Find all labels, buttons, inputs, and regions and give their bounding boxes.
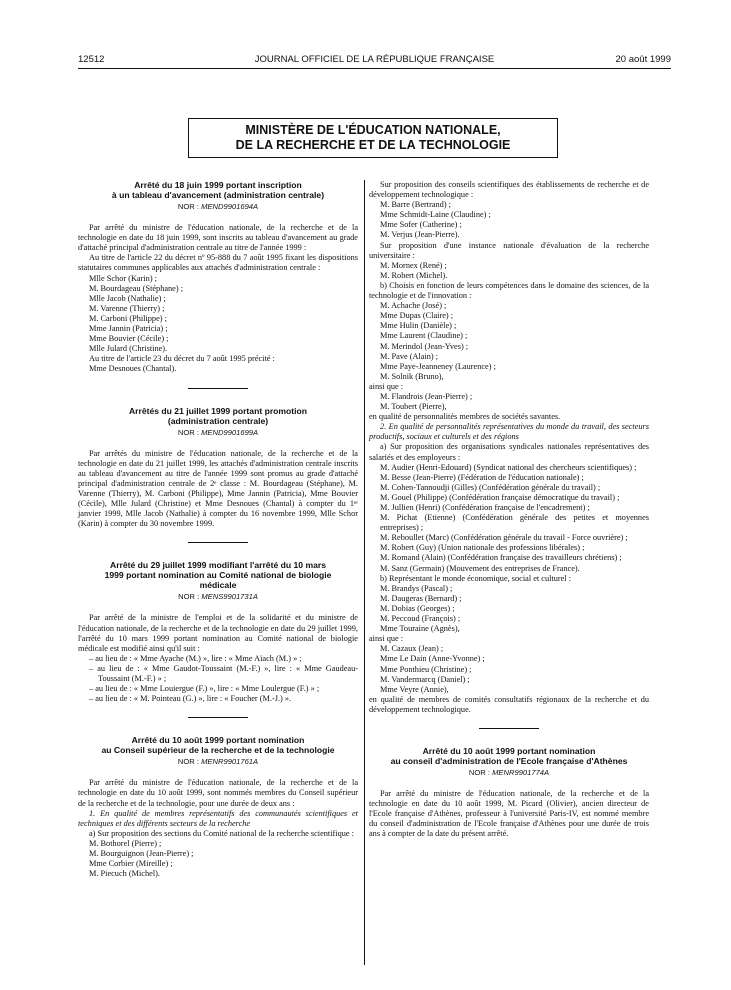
name-line: M. Merindol (Jean-Yves) ; xyxy=(380,341,469,351)
article-divider xyxy=(188,717,248,718)
nor-reference: NOR : MEND9901699A xyxy=(177,427,259,437)
name-line: M. Besse (Jean-Pierre) (Fédération de l'éducation nationale) ; xyxy=(380,472,584,482)
name-line: M. Cohen-Tannoudji (Gilles) (Confédération générale du travail) ; xyxy=(380,482,601,492)
article-title: Arrêté du 10 août 1999 portant nomination au Conseil supérieur de la recherche et de la technologie xyxy=(101,735,335,756)
amendment-item: – au lieu de : « Mme Gaudot-Toussaint (M.-F.) », lire : « Mme Gaudeau-Toussaint (M.-F.) » ; xyxy=(89,663,358,683)
name-line: M. Piecuch (Michel). xyxy=(89,869,160,879)
name-line: M. Flandrois (Jean-Pierre) ; xyxy=(380,391,473,401)
paragraph: 2. En qualité de personnalités représentatives du monde du travail, des secteurs productifs, sociaux et culturels et des régions xyxy=(369,422,649,442)
name-line: M. Robert (Michel). xyxy=(380,270,448,280)
paragraph: Sur proposition des conseils scientifiques des établissements de recherche et de développement technologique : xyxy=(369,180,649,200)
name-line: Mme Veyre (Annie), xyxy=(380,684,449,694)
name-line: Mme Ponthieu (Christine) ; xyxy=(380,664,472,674)
nor-reference: NOR : MENR9901774A xyxy=(468,767,550,777)
nor-reference: NOR : MEND9901694A xyxy=(177,202,259,211)
name-line: M. Reboullet (Marc) (Confédération générale du travail - Force ouvrière) ; xyxy=(380,533,628,543)
name-line: Mme Dupas (Claire) ; xyxy=(380,311,454,321)
name-line: Mme Laurent (Claudine) ; xyxy=(380,331,468,341)
name-line: M. Pichat (Etienne) (Confédération générale des petites et moyennes entreprises) ; xyxy=(380,513,649,533)
name-line: M. Bourdageau (Stéphane) ; xyxy=(89,283,184,293)
paragraph: Par arrêté de la ministre de l'emploi et de la solidarité et du ministre de l'éducation nationale, de la recherche et de la technologie en date du 29 juillet 1999, l'arrêté du 10 mars 1999 portant nomination au Comité national de biologie médicale est modifié ainsi qu'il suit : xyxy=(78,613,358,653)
name-line: M. Varenne (Thierry) ; xyxy=(89,303,165,313)
paragraph: Sur proposition d'une instance nationale d'évaluation de la recherche universitaire : xyxy=(369,240,649,260)
paragraph: Au titre de l'article 22 du décret nº 95-888 du 7 août 1995 fixant les dispositions statutaires communes applicables aux attachés d'administration centrale : xyxy=(78,253,358,273)
name-line: M. Jullien (Henri) (Confédération française de l'encadrement) ; xyxy=(380,503,590,512)
name-line: Mme Paye-Jeanneney (Laurence) ; xyxy=(380,361,496,371)
name-line: M. Barre (Bertrand) ; xyxy=(380,200,451,210)
name-line: Mme Jannin (Patricia) ; xyxy=(89,324,168,334)
ministry-line-2: DE LA RECHERCHE ET DE LA TECHNOLOGIE xyxy=(235,138,511,152)
name-line: Mme Desnoues (Chantal). xyxy=(89,364,177,374)
article-title: Arrêté du 18 juin 1999 portant inscription à un tableau d'avancement (administration centrale) xyxy=(111,180,325,200)
paragraph: 1. En qualité de membres représentatifs des communautés scientifiques et techniques et des différents secteurs de la recherche xyxy=(78,808,358,828)
amendment-item: – au lieu de : « M. Pointeau (G.) », lire : « Foucher (M.-J.) ». xyxy=(89,694,292,704)
connector-text: ainsi que : xyxy=(369,634,404,644)
name-line: M. Carboni (Philippe) ; xyxy=(89,313,167,323)
name-line: M. Toubert (Pierre), xyxy=(380,402,447,412)
paragraph: Par arrêté du ministre de l'éducation nationale, de la recherche et de la technologie en date du 18 juin 1999, sont inscrits au tableau d'avancement au grade d'attaché principal d'administration centrale au titre de l'année 1999 : xyxy=(78,223,358,253)
name-line: Mme Le Dain (Anne-Yvonne) ; xyxy=(380,654,485,664)
name-line: Mme Sofer (Catherine) ; xyxy=(380,220,462,230)
name-line: Mme Corbier (Mireille) ; xyxy=(89,859,173,869)
paragraph: Par arrêté du ministre de l'éducation nationale, de la recherche et de la technologie en date du 10 août 1999, sont nommés membres du Conseil supérieur de la recherche et de la technologie, pour une durée de deux ans : xyxy=(78,778,358,808)
paragraph: en qualité de membres de comités consultatifs régionaux de la recherche et du développement technologique. xyxy=(369,694,649,714)
page-header xyxy=(78,54,671,68)
name-line: M. Vandermarcq (Daniel) ; xyxy=(380,674,470,684)
name-line: M. Sanz (Germain) (Mouvement des entreprises de France). xyxy=(380,563,580,573)
page-number: 12512 xyxy=(78,54,105,65)
name-line: Mlle Julard (Christine). xyxy=(89,344,168,354)
name-line: Mme Touraine (Agnès), xyxy=(380,624,460,634)
connector-text: ainsi que : xyxy=(369,381,404,391)
name-line: M. Bourguignon (Jean-Pierre) ; xyxy=(89,849,194,859)
name-line: Mme Schmidt-Laine (Claudine) ; xyxy=(380,210,491,220)
right-column xyxy=(369,180,649,840)
column-separator xyxy=(364,180,365,965)
name-line: M. Audier (Henri-Edouard) (Syndicat national des chercheurs scientifiques) ; xyxy=(380,462,637,472)
paragraph: Par arrêtés du ministre de l'éducation nationale, de la recherche et de la technologie en date du 21 juillet 1999, les attachés d'administration centrale inscrits au tableau d'avancement au titre de l'année 1999 sont promus au grade d'attaché principal d'administration centrale de 2ᵉ classe : M. Bourdageau (Stéphane), M. Varenne (Thierry), M. Carboni (Philippe), Mme Jannin (Patricia), Mme Bouvier (Cécile), Mlle Julard (Christine) et Mme Desnoues (Chantal) à compter du 1ᵉʳ janvier 1999, Mlle Jacob (Nathalie) à compter du 16 novembre 1999, Mlle Schor (Karin) à compter du 30 novembre 1999. xyxy=(78,448,358,529)
paragraph: b) Représentant le monde économique, social et culturel : xyxy=(380,573,571,583)
paragraph: a) Sur proposition des sections du Comité national de la recherche scientifique : xyxy=(89,828,354,838)
name-line: M. Brandys (Pascal) ; xyxy=(380,583,453,593)
name-line: M. Bothorel (Pierre) ; xyxy=(89,838,162,848)
name-line: M. Romand (Alain) (Confédération française des travailleurs chrétiens) ; xyxy=(380,553,622,563)
name-line: M. Peccoud (François) ; xyxy=(380,614,461,624)
article-title: Arrêté du 10 août 1999 portant nomination au conseil d'administration de l'Ecole française d'Athènes xyxy=(390,745,628,766)
name-line: M. Dobias (Georges) ; xyxy=(380,603,455,613)
amendment-item: – au lieu de : « Mme Louiergue (F.) », lire : « Mme Loulergue (F.) » ; xyxy=(89,684,320,694)
paragraph: b) Choisis en fonction de leurs compétences dans le domaine des sciences, de la technologie et de l'innovation : xyxy=(369,280,649,301)
article-divider xyxy=(188,388,248,389)
nor-reference: NOR : MENR9901761A xyxy=(177,757,259,767)
paragraph: Au titre de l'article 23 du décret du 7 août 1995 précité : xyxy=(89,354,275,364)
name-line: Mlle Schor (Karin) ; xyxy=(89,273,157,283)
name-line: M. Robert (Guy) (Union nationale des professions libérales) ; xyxy=(380,543,585,553)
name-line: Mme Hulin (Danièle) ; xyxy=(380,321,457,331)
name-line: M. Cazaux (Jean) ; xyxy=(380,644,444,654)
name-line: M. Verjus (Jean-Pierre). xyxy=(380,230,460,240)
name-line: Mme Bouvier (Cécile) ; xyxy=(89,334,169,344)
article-divider xyxy=(188,542,248,543)
name-line: M. Pave (Alain) ; xyxy=(380,351,439,361)
header-rule xyxy=(78,68,671,69)
issue-date: 20 août 1999 xyxy=(615,54,671,65)
article-title: Arrêté du 29 juillet 1999 modifiant l'arrêté du 10 mars 1999 portant nomination au Comité national de biologie médicale xyxy=(104,560,332,591)
name-line: M. Achache (José) ; xyxy=(380,301,447,311)
ministry-line-1: MINISTÈRE DE L'ÉDUCATION NATIONALE, xyxy=(245,123,501,137)
name-line: M. Gouel (Philippe) (Confédération française démocratique du travail) ; xyxy=(380,492,620,502)
left-column xyxy=(78,180,358,879)
paragraph: a) Sur proposition des organisations syndicales nationales représentatives des salariés et des employeurs : xyxy=(369,442,649,462)
ministry-heading xyxy=(188,118,558,158)
connector-text: en qualité de personnalités membres de sociétés savantes. xyxy=(369,412,561,422)
name-line: M. Mornex (René) ; xyxy=(380,260,447,270)
article-divider xyxy=(479,728,539,729)
name-line: M. Solnik (Bruno), xyxy=(380,371,444,381)
name-line: Mlle Jacob (Nathalie) ; xyxy=(89,293,166,303)
paragraph: Par arrêté du ministre de l'éducation nationale, de la recherche et de la technologie en date du 10 août 1999, M. Picard (Olivier), ancien directeur de l'Ecole française d'Athènes, professeur à l'université Paris-IV, est nommé membre du conseil d'administration de l'Ecole française d'Athènes pour une durée de trois ans à compter de la date du présent arrêté. xyxy=(369,789,649,839)
nor-reference: NOR : MENS9901731A xyxy=(178,592,258,602)
journal-title: JOURNAL OFFICIEL DE LA RÉPUBLIQUE FRANÇAISE xyxy=(254,54,495,65)
amendment-item: – au lieu de : « Mme Ayache (M.) », lire : « Mme Aïach (M.) » ; xyxy=(89,653,302,663)
article-title: Arrêtés du 21 juillet 1999 portant promotion (administration centrale) xyxy=(128,405,308,426)
name-line: M. Daugeras (Bernard) ; xyxy=(380,593,462,603)
